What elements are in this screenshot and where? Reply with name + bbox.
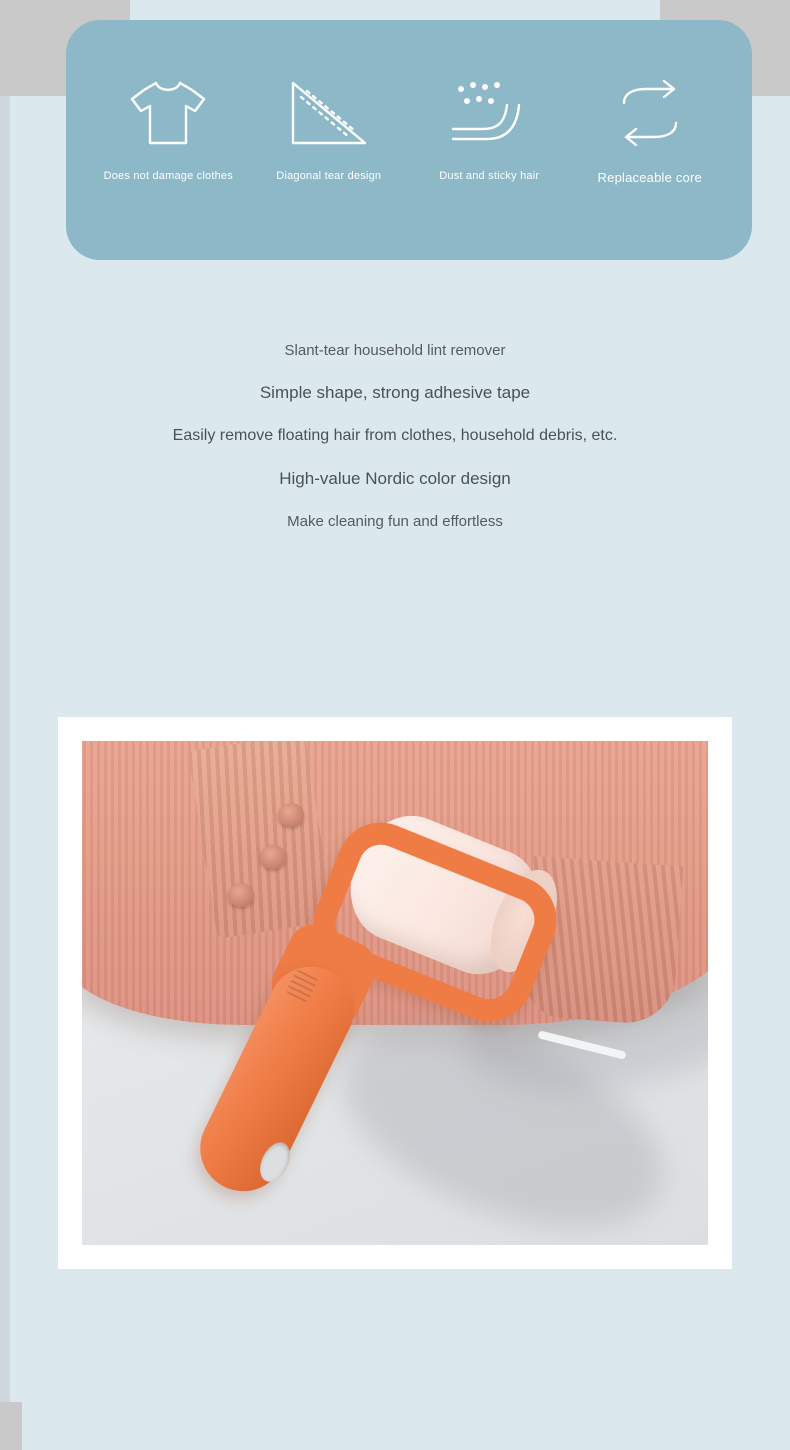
feature-item <box>88 72 248 182</box>
product-photo-frame <box>58 717 732 1269</box>
product-photo <box>82 741 708 1245</box>
garment-button <box>228 883 254 907</box>
feature-label: Does not damage clothes <box>103 170 233 182</box>
replaceable-core-icon <box>606 72 694 154</box>
garment-button <box>260 845 286 869</box>
bottom-left-grey-block <box>0 1402 22 1450</box>
dust-sticky-hair-icon <box>443 72 535 154</box>
left-edge-strip <box>0 96 10 1402</box>
marketing-copy <box>0 340 790 552</box>
feature-label: Dust and sticky hair <box>439 170 540 182</box>
feature-label: Diagonal tear design <box>276 170 382 182</box>
garment-button <box>278 803 304 827</box>
copy-line-4: High-value Nordic color design <box>279 469 511 489</box>
feature-item <box>249 72 409 182</box>
tshirt-icon <box>126 72 210 154</box>
copy-line-3: Easily remove floating hair from clothes, household debris, etc. <box>172 426 618 444</box>
copy-line-5: Make cleaning fun and effortless <box>287 512 503 530</box>
feature-item <box>409 72 569 182</box>
copy-line-2: Simple shape, strong adhesive tape <box>259 383 531 402</box>
diagonal-tear-icon <box>283 72 375 154</box>
feature-label: Replaceable core <box>597 170 702 185</box>
copy-line-1: Slant-tear household lint remover <box>284 342 506 359</box>
feature-item <box>570 72 730 185</box>
feature-banner <box>66 20 752 260</box>
